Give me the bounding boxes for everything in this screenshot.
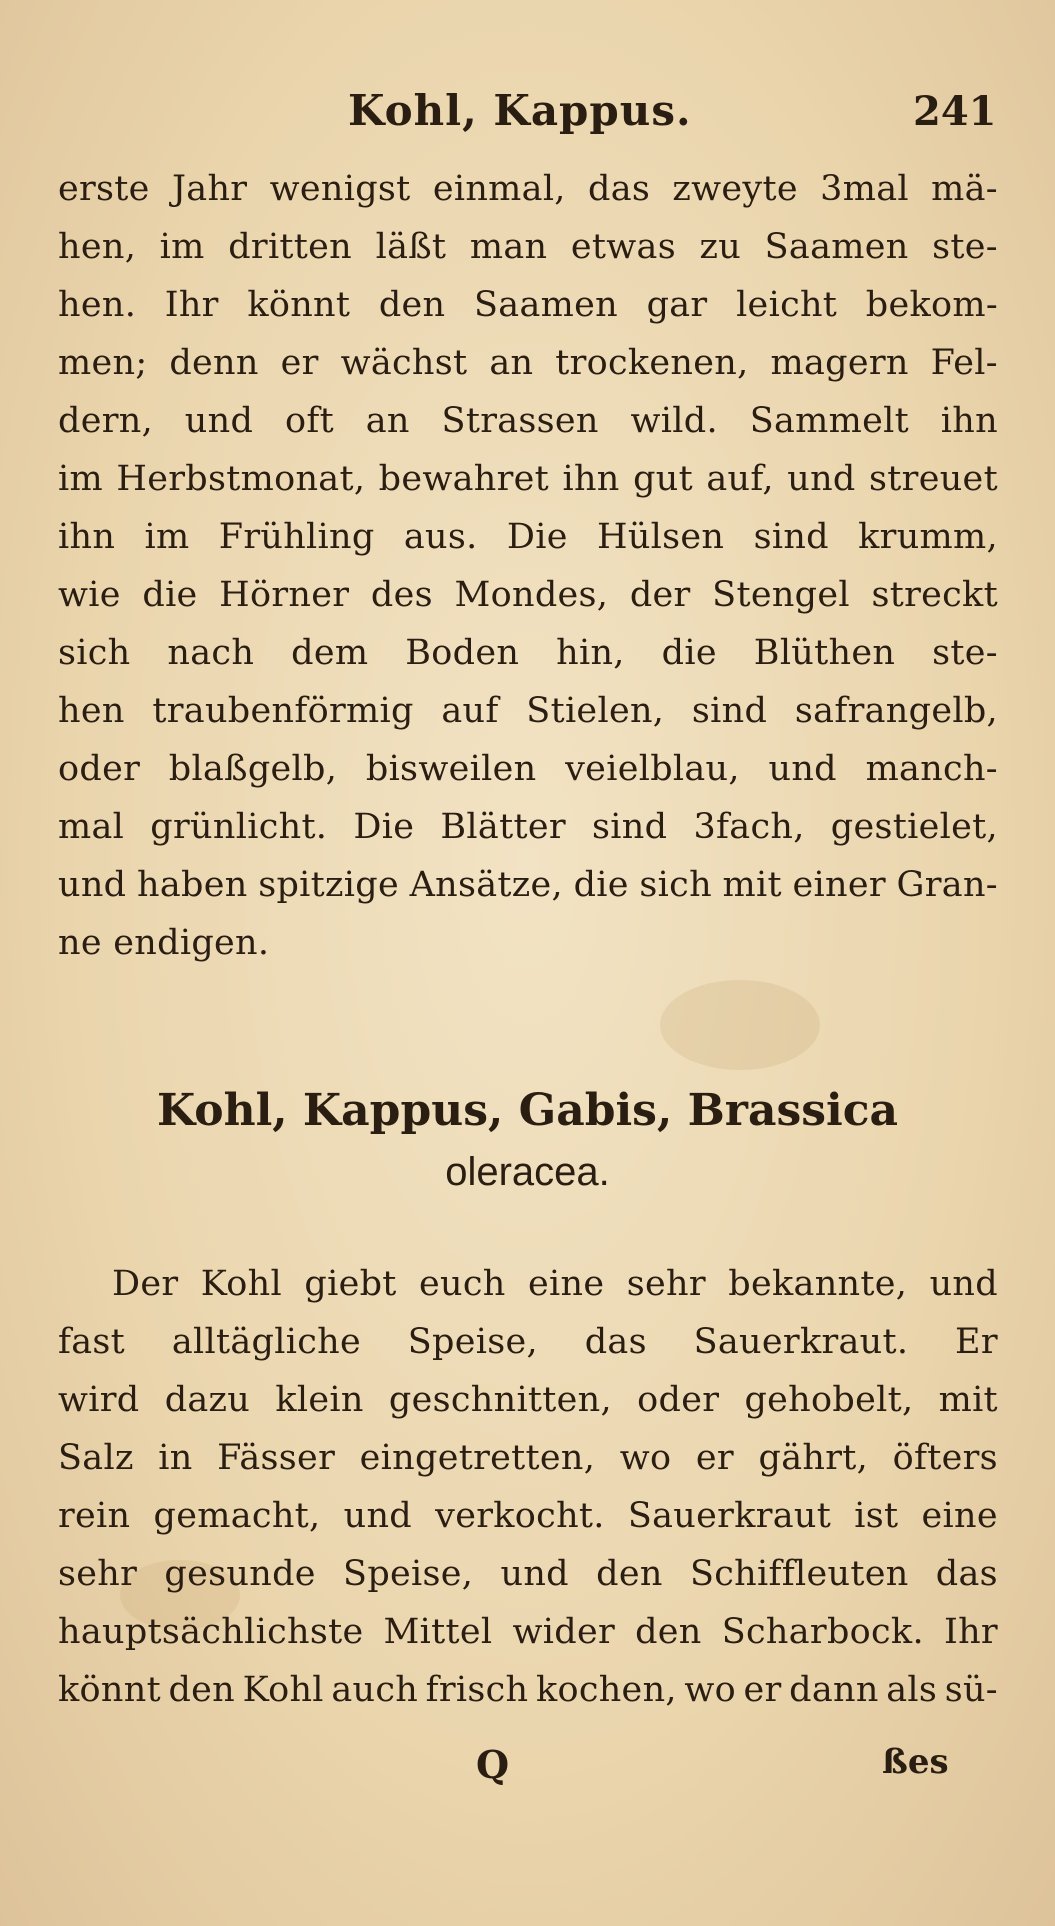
text-line: ne endigen. — [58, 923, 270, 963]
word: und — [768, 749, 837, 789]
word: Er — [955, 1322, 998, 1362]
word: Gran- — [896, 865, 998, 905]
word: dann — [789, 1670, 879, 1710]
word: Blüthen — [753, 633, 896, 673]
text-line — [58, 566, 998, 624]
word: auch — [331, 1670, 419, 1710]
word: im — [58, 459, 103, 499]
word: sich — [639, 865, 712, 905]
word: öfters — [892, 1438, 998, 1478]
word: Jahr — [171, 169, 248, 209]
text-line — [58, 508, 998, 566]
word: an — [365, 401, 410, 441]
word: verkocht. — [435, 1496, 605, 1536]
word: wo — [684, 1670, 737, 1710]
word: safrangelb, — [794, 691, 998, 731]
word: oder — [637, 1380, 720, 1420]
word: hen — [58, 691, 125, 731]
word: streckt — [871, 575, 998, 615]
word: Ihr — [164, 285, 219, 325]
word: eingetretten, — [359, 1438, 596, 1478]
word: magern — [770, 343, 909, 383]
word: mal — [58, 807, 125, 847]
word: Blätter — [440, 807, 566, 847]
word: im — [144, 517, 190, 557]
word: das — [584, 1322, 647, 1362]
word: etwas — [570, 227, 676, 267]
word: hen. — [58, 285, 137, 325]
word: Salz — [58, 1438, 134, 1478]
word: grünlicht. — [150, 807, 328, 847]
word: gestielet, — [830, 807, 998, 847]
page-number: 241 — [913, 88, 997, 135]
word: dritten — [228, 227, 353, 267]
text-line — [58, 856, 998, 914]
word: men; — [58, 343, 148, 383]
word: Kohl — [242, 1670, 324, 1710]
word: Ihr — [943, 1612, 998, 1652]
word: er — [695, 1438, 734, 1478]
word: er — [743, 1670, 782, 1710]
word: des — [370, 575, 433, 615]
text-line — [58, 392, 998, 450]
text-line — [58, 1545, 998, 1603]
word: Sammelt — [749, 401, 910, 441]
text-line — [58, 1603, 998, 1661]
word: Scharbock. — [721, 1612, 924, 1652]
word: einer — [792, 865, 886, 905]
word: mit — [938, 1380, 998, 1420]
text-line — [58, 1255, 998, 1313]
word: 3fach, — [693, 807, 805, 847]
word: ihn — [58, 517, 116, 557]
word: Speise, — [343, 1554, 474, 1594]
word: ste- — [932, 633, 998, 673]
word: rein — [58, 1496, 131, 1536]
word: der — [629, 575, 691, 615]
word: wenigst — [269, 169, 411, 209]
word: sind — [753, 517, 829, 557]
word: und — [787, 459, 856, 499]
word: Saamen — [474, 285, 618, 325]
text-line — [58, 1661, 998, 1719]
word: kochen, — [535, 1670, 677, 1710]
text-line — [58, 334, 998, 392]
word: das — [935, 1554, 998, 1594]
word: nach — [167, 633, 255, 673]
word: Mittel — [383, 1612, 493, 1652]
word: einmal, — [432, 169, 566, 209]
word: Boden — [405, 633, 520, 673]
word: Sauerkraut. — [693, 1322, 909, 1362]
word: Mondes, — [454, 575, 609, 615]
word: gehobelt, — [744, 1380, 914, 1420]
word: die — [661, 633, 717, 673]
word: Sauerkraut — [627, 1496, 832, 1536]
word: Speise, — [407, 1322, 538, 1362]
word: klein — [275, 1380, 364, 1420]
word: wo — [619, 1438, 672, 1478]
word: alltägliche — [171, 1322, 361, 1362]
word: könnt — [58, 1670, 161, 1710]
word: wild. — [630, 401, 718, 441]
word: er — [280, 343, 319, 383]
word: geschnitten, — [388, 1380, 612, 1420]
word: haben — [137, 865, 248, 905]
word: denn — [169, 343, 259, 383]
word: dern, — [58, 401, 154, 441]
text-line — [58, 1313, 998, 1371]
section-heading-title: Kohl, Kappus, Gabis, Brassica — [156, 1085, 899, 1136]
word: Ansätze, — [409, 865, 563, 905]
text-line — [58, 218, 998, 276]
word: euch — [419, 1264, 506, 1304]
word: an — [489, 343, 534, 383]
word: Die — [506, 517, 568, 557]
word: und — [58, 865, 127, 905]
word: spitzige — [258, 865, 399, 905]
word: oder — [58, 749, 141, 789]
word: bekom- — [865, 285, 998, 325]
word: mä- — [931, 169, 998, 209]
word: oft — [284, 401, 334, 441]
word: eine — [921, 1496, 998, 1536]
text-line — [58, 798, 998, 856]
word: die — [142, 575, 198, 615]
word: Frühling — [218, 517, 375, 557]
page-footer — [0, 1742, 1055, 1792]
word: mit — [722, 865, 782, 905]
text-line — [58, 1429, 998, 1487]
paper-stain — [660, 980, 820, 1070]
word: sind — [691, 691, 768, 731]
word: sich — [58, 633, 131, 673]
text-line — [58, 160, 998, 218]
text-line — [58, 1487, 998, 1545]
word: den — [378, 285, 446, 325]
word: das — [588, 169, 651, 209]
word: den — [635, 1612, 702, 1652]
running-title: Kohl, Kappus. — [348, 86, 692, 135]
word: Fässer — [217, 1438, 336, 1478]
word: leicht — [736, 285, 838, 325]
word: aus. — [403, 517, 478, 557]
word: wider — [512, 1612, 616, 1652]
word: auf, — [706, 459, 774, 499]
signature-mark: Q — [476, 1742, 510, 1787]
word: trockenen, — [555, 343, 749, 383]
word: traubenförmig — [152, 691, 414, 731]
word: in — [158, 1438, 193, 1478]
word: hin, — [556, 633, 625, 673]
word: zu — [699, 227, 742, 267]
word: krumm, — [858, 517, 998, 557]
word: Fel- — [930, 343, 998, 383]
word: sehr — [58, 1554, 138, 1594]
word: läßt — [375, 227, 447, 267]
word: Hörner — [219, 575, 350, 615]
paragraph-continued — [58, 160, 998, 972]
word: gährt, — [758, 1438, 869, 1478]
text-line — [58, 682, 998, 740]
page-header — [0, 82, 1055, 142]
word: gemacht, — [153, 1496, 321, 1536]
word: dem — [291, 633, 369, 673]
word: hen, — [58, 227, 137, 267]
word: und — [184, 401, 254, 441]
word: Herbstmonat, — [116, 459, 366, 499]
word: ist — [854, 1496, 899, 1536]
word: eine — [528, 1264, 605, 1304]
word: bekannte, — [728, 1264, 908, 1304]
word: ihn — [562, 459, 620, 499]
word: als — [886, 1670, 938, 1710]
text-line — [58, 1371, 998, 1429]
word: sind — [592, 807, 668, 847]
word: und — [929, 1264, 998, 1304]
word: streuet — [869, 459, 998, 499]
word: man — [469, 227, 548, 267]
section-heading — [0, 1080, 1055, 1202]
word: auf — [441, 691, 499, 731]
word: wird — [58, 1380, 140, 1420]
word: die — [573, 865, 629, 905]
word: sü- — [944, 1670, 998, 1710]
text-line — [58, 450, 998, 508]
word: gesunde — [164, 1554, 316, 1594]
word: bisweilen — [365, 749, 537, 789]
word: Der — [112, 1264, 179, 1304]
word: gar — [646, 285, 708, 325]
word: giebt — [304, 1264, 397, 1304]
section-heading-latin: oleracea. — [445, 1150, 610, 1194]
word: Strassen — [441, 401, 599, 441]
word: sehr — [626, 1264, 706, 1304]
word: wie — [58, 575, 121, 615]
word: im — [159, 227, 205, 267]
text-line — [58, 740, 998, 798]
word: Stielen, — [526, 691, 665, 731]
word: Die — [353, 807, 415, 847]
paragraph-kohl — [58, 1255, 998, 1719]
word: und — [343, 1496, 413, 1536]
text-line — [58, 276, 998, 334]
word: bewahret — [378, 459, 550, 499]
word: hauptsächlichste — [58, 1612, 364, 1652]
word: zweyte — [672, 169, 798, 209]
word: ihn — [940, 401, 998, 441]
catchword: ßes — [882, 1742, 949, 1782]
word: Schiffleuten — [689, 1554, 909, 1594]
word: Kohl — [200, 1264, 282, 1304]
text-line — [58, 624, 998, 682]
word: 3mal — [820, 169, 909, 209]
word: ste- — [932, 227, 998, 267]
word: fast — [58, 1322, 126, 1362]
word: wächst — [340, 343, 468, 383]
word: könnt — [247, 285, 351, 325]
word: gut — [633, 459, 693, 499]
word: blaßgelb, — [168, 749, 338, 789]
word: erste — [58, 169, 150, 209]
word: Stengel — [712, 575, 850, 615]
word: und — [500, 1554, 569, 1594]
word: den — [168, 1670, 236, 1710]
word: manch- — [865, 749, 998, 789]
word: Saamen — [764, 227, 909, 267]
word: dazu — [164, 1380, 251, 1420]
word: veielblau, — [565, 749, 740, 789]
word: frisch — [425, 1670, 529, 1710]
word: den — [596, 1554, 663, 1594]
word: Hülsen — [597, 517, 725, 557]
